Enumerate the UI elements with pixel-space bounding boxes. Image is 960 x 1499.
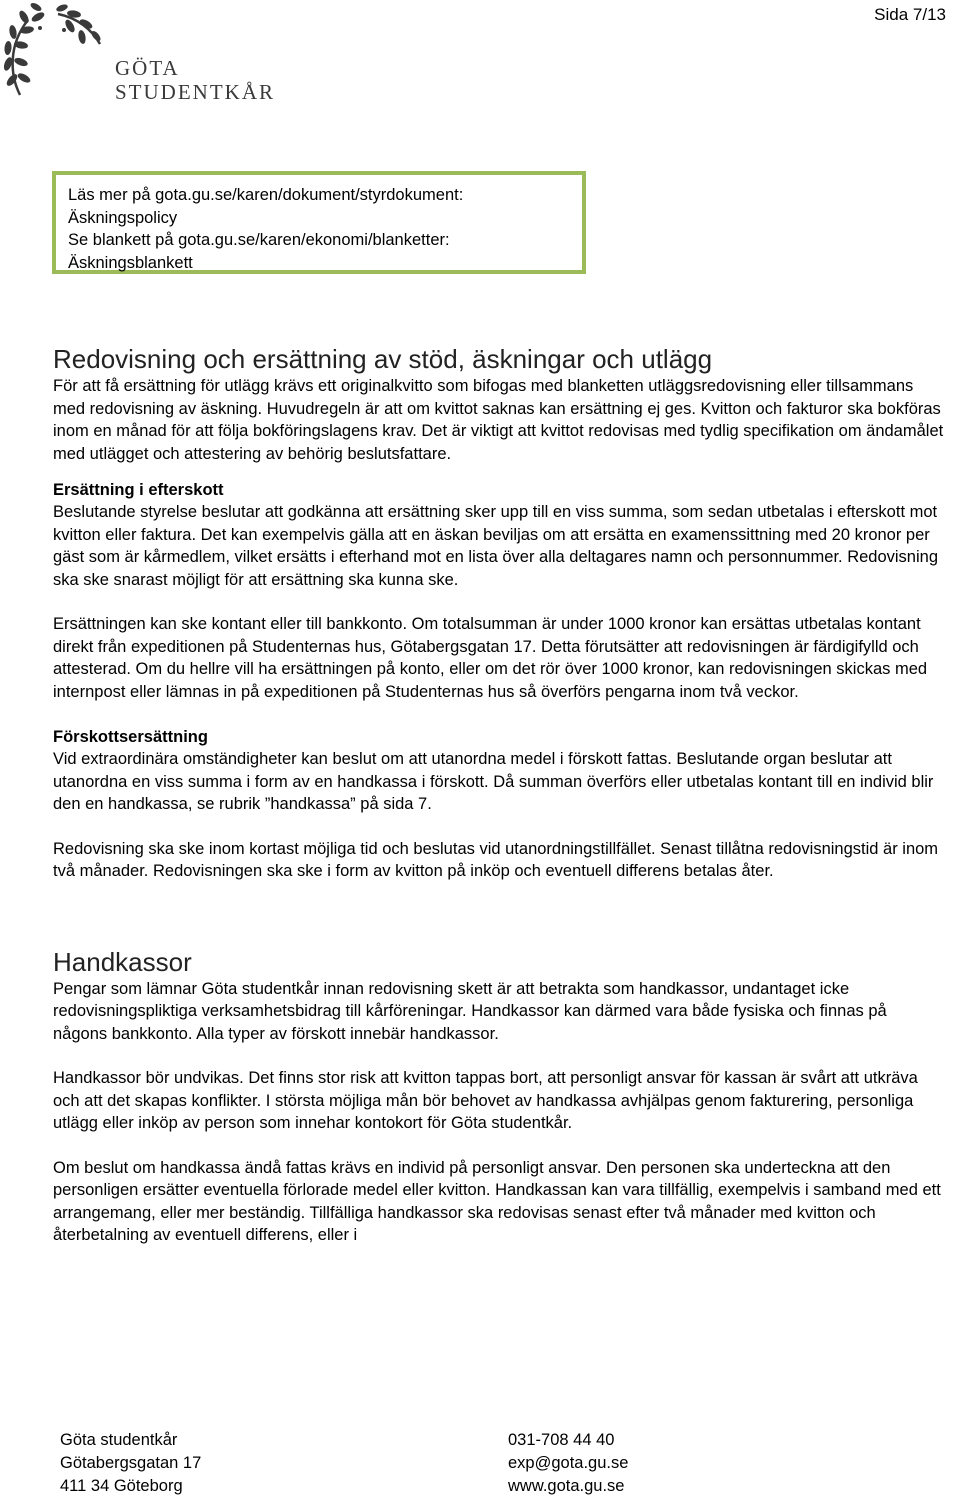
footer-contact <box>508 1429 628 1498</box>
page-number: Sida 7/13 <box>874 5 946 24</box>
paragraph: Ersättningen kan ske kontant eller till bankkonto. Om totalsumman är under 1000 kronor kan ersättas utbetalas kontant direkt från expeditionen på Studenternas hus, Götabergsgatan 17. Detta förutsätter att redovisningen är färdigifylld och attesterad. Om du hellre vill ha ersättningen på konto, eller om det rör över 1000 kronor, kan redovisningen skickas med internpost eller lämnas in på expeditionen på Studenternas hus så överförs pengarna inom två veckor. <box>53 615 928 701</box>
gota-studentkar-logo <box>0 0 300 110</box>
paragraph: Om beslut om handkassa ändå fattas krävs en individ på personligt ansvar. Den personen ska underteckna att den personligen ersätter eventuella förlorade medel eller kvitton. Handkassan kan vara tillfällig, exempelvis i samband med ett arrangemang, eller mer beständig. Tillfälliga handkassor ska redovisas senast efter två månader med kvitton och återbetalning av eventuell differens, eller i <box>53 1158 941 1244</box>
paragraph: Vid extraordinära omständigheter kan beslut om att utanordna medel i förskott fattas. Beslutande organ beslutar att utanordna en viss summa i form av en handkassa i förskott. Då summan överförs eller utbetalas kontant till en individ blir den en handkassa, se rubrik ”handkassa” på sida 7. <box>53 750 934 813</box>
document-body <box>53 343 945 1247</box>
footer-street: Götabergsgatan 17 <box>60 1454 202 1472</box>
paragraph: Redovisning ska ske inom kortast möjliga tid och beslutas vid utanordningstillfället. Senast tillåtna redovisningstid är inom två månader. Redovisningen ska ske i form av kvitton på inköp och eventuell differens betalas åter. <box>53 839 939 880</box>
footer-email: exp@gota.gu.se <box>508 1454 629 1472</box>
info-line: Läs mer på gota.gu.se/karen/dokument/styrdokument: <box>68 186 464 204</box>
footer-website: www.gota.gu.se <box>508 1477 625 1495</box>
heading-efterskott: Ersättning i efterskott <box>53 481 224 499</box>
heading-handkassor: Handkassor <box>53 946 192 977</box>
info-line: Äskningsblankett <box>68 253 193 272</box>
heading-forskott: Förskottsersättning <box>53 728 208 746</box>
footer-phone: 031-708 44 40 <box>508 1431 615 1449</box>
paragraph: För att få ersättning för utlägg krävs ett originalkvitto som bifogas med blanketten utläggsredovisning eller tillsammans med redovisning av äskning. Huvudregeln är att om kvittot saknas kan ersättning ej ges. Kvitton och fakturor ska bokföras inom en månad för att följa bokföringslagens krav. Det är viktigt att kvittot redovisas med tydlig specifikation om ändamålet med utlägget och attestering av behörig beslutsfattare. <box>53 377 944 463</box>
footer-address <box>60 1429 201 1498</box>
info-line: Äskningspolicy <box>68 208 178 227</box>
paragraph: Pengar som lämnar Göta studentkår innan redovisning skett är att betrakta som handkassor, undantaget icke redovisningspliktiga verksamhetsbidrag till kårföreningar. Handkassor kan därmed vara både fysiska och finnas på någons bankkonto. Alla typer av förskott innebär handkassor. <box>53 979 887 1043</box>
footer-org-name: Göta studentkår <box>60 1431 178 1449</box>
logo-text-gota: GÖTA <box>115 56 180 80</box>
logo-text-studentkar: STUDENTKÅR <box>115 80 275 104</box>
paragraph: Handkassor bör undvikas. Det finns stor risk att kvitton tappas bort, att personligt ansvar för kassan är svårt att utkräva och att det skapas konflikter. I största möjliga mån bör behovet av handkassa avhjälpas genom fakturering, personliga utlägg eller inköp av person som innehar kontokort för Göta studentkår. <box>53 1069 918 1132</box>
footer-city: 411 34 Göteborg <box>60 1477 183 1495</box>
info-line: Se blankett på gota.gu.se/karen/ekonomi/blanketter: <box>68 231 450 249</box>
heading-redovisning: Redovisning och ersättning av stöd, äskningar och utlägg <box>53 344 713 374</box>
laurel-wreath-icon <box>0 0 110 110</box>
paragraph: Beslutande styrelse beslutar att godkänna att ersättning sker upp till en viss summa, som sedan utbetalas i efterskott mot kvitton eller faktura. Det kan exempelvis gälla att en äskan beviljas om att ersätta en examenssittning med 20 kronor per gäst som är kårmedlem, vilket ersätts i efterhand mot en lista över alla deltagares namn och personnummer. Redovisning ska ske snarast möjligt för att ersättning ska kunna ske. <box>53 503 939 589</box>
info-box <box>52 171 586 274</box>
